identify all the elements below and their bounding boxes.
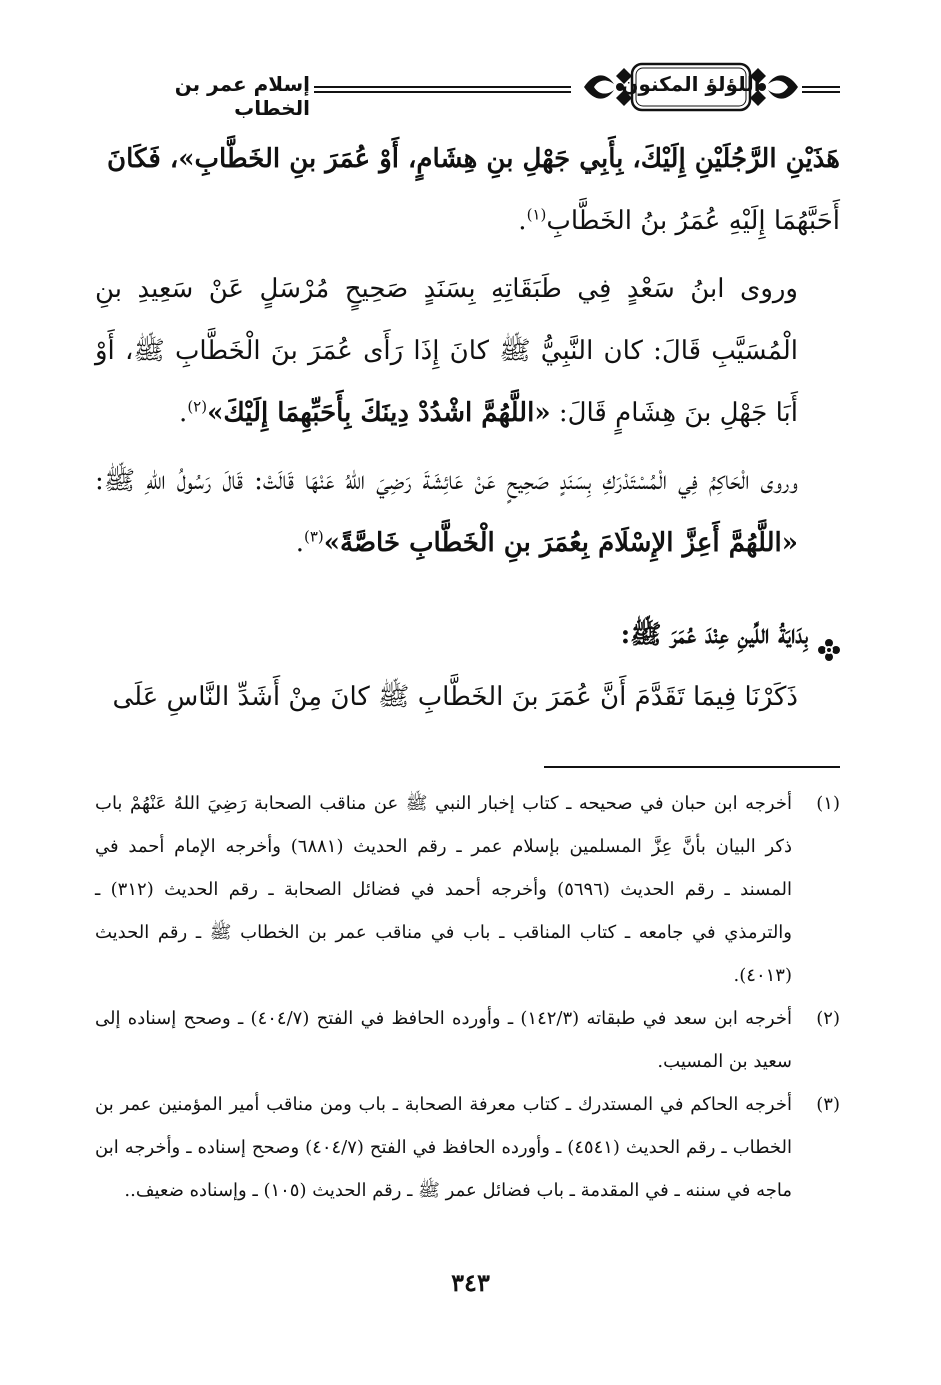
running-header <box>92 52 840 122</box>
footnote-number: (٢) <box>816 1008 840 1029</box>
footnote-ref: (١) <box>526 205 547 224</box>
footnote-separator <box>544 766 840 768</box>
footnote-number: (٣) <box>816 1094 840 1115</box>
quote: «اللَّهُمَّ أَعِزَّ الإِسْلَامَ بِعُمَرَ بنِ الْخَطَّابِ خَاصَّةً» <box>323 528 798 558</box>
flower-icon <box>818 622 840 644</box>
footnote <box>95 1083 840 1212</box>
paragraph <box>95 190 840 252</box>
header-rule <box>314 86 571 88</box>
ornamental-frame-icon <box>580 56 802 118</box>
text-run: وروى الْحَاكِمُ فِي الْمُسْتَدْرَكِ بِسَنَدٍ صَحِيحٍ عَنْ عَائِشَةَ رَضِيَ اللهُ عَنْهَا قَالَتْ: قَالَ رَسُولُ اللهِ ﷺ: <box>95 466 798 496</box>
punctuation: . <box>295 528 304 558</box>
footnotes <box>95 782 840 1212</box>
section-heading <box>95 604 840 666</box>
page-number: ٣٤٣ <box>451 1268 490 1297</box>
footnote <box>95 997 840 1083</box>
footnote-text: أخرجه ابن سعد في طبقاته (١٤٢/٣) ـ وأورده الحافظ في الفتح (٤٠٤/٧) ـ وصحح إسناده إلى سعيد بن المسيب. <box>95 1008 792 1072</box>
header-rule <box>802 91 840 93</box>
main-text <box>95 128 840 728</box>
footnote-ref: (٣) <box>303 527 324 546</box>
header-rule <box>802 86 840 88</box>
heading-text: بِدَايَةُ اللِّينِ عِنْدَ عُمَرَ ﷺ: <box>620 620 808 650</box>
footnote-number: (١) <box>816 793 840 814</box>
book-title: اللؤلؤ المكنون <box>621 72 761 96</box>
paragraph <box>95 258 840 444</box>
text-run: وروى ابنُ سَعْدٍ فِي طَبَقَاتِهِ بِسَنَدٍ صَحِيحٍ مُرْسَلٍ عَنْ سَعِيدِ بنِ الْمُسَيَّبِ قَالَ: كان النَّبِيُّ ﷺ كانَ إِذَا رَأَى عُمَرَ بنَ الْخَطَّابِ ﷺ، أَوْ أَبَا جَهْلِ بنَ هِشَامٍ قَالَ: <box>95 274 798 428</box>
text-line: أَحَبَّهُمَا إِلَيْهِ عُمَرُ بنُ الخَطَّابِ <box>546 206 840 236</box>
paragraph <box>95 450 840 574</box>
text-line: هَذَيْنِ الرَّجُلَيْنِ إِلَيْكَ، بِأَبِي جَهْلِ بنِ هِشَامٍ، أَوْ عُمَرَ بنِ الخَطَّابِ»، فَكَانَ <box>106 144 840 174</box>
footnote <box>95 782 840 997</box>
footnote-text: أخرجه الحاكم في المستدرك ـ كتاب معرفة الصحابة ـ باب ومن مناقب أمير المؤمنين عمر بن الخطاب ـ رقم الحديث (٤٥٤١) ـ وأورده الحافظ في الفتح (٤٠٤/٧) وصحح إسناده ـ وأخرجه ابن ماجه في سننه ـ في المقدمة ـ باب فضائل عمر ﷺ ـ رقم الحديث (١٠٥) ـ وإسناده ضعيف.. <box>95 1094 793 1201</box>
header-rule <box>314 91 571 93</box>
footnote-ref: (٢) <box>187 397 208 416</box>
text-run: ذَكَرْنَا فِيمَا تَقَدَّمَ أَنَّ عُمَرَ بنَ الخَطَّابِ ﷺ كانَ مِنْ أَشَدِّ النَّاسِ عَلَى <box>112 682 798 712</box>
punctuation: . <box>518 206 527 236</box>
footnote-text: أخرجه ابن حبان في صحيحه ـ كتاب إخبار النبي ﷺ عن مناقب الصحابة رَضِيَ اللهُ عَنْهُمْ باب ذكر البيان بأنَّ عِزَّ المسلمين بإسلام عمر ـ رقم الحديث (٦٨٨١) وأخرجه الإمام أحمد في المسند ـ رقم الحديث (٥٦٩٦) وأخرجه أحمد في فضائل الصحابة ـ رقم الحديث (٣١٢) ـ والترمذي في جامعه ـ كتاب المناقب ـ باب في مناقب عمر بن الخطاب ﷺ ـ رقم الحديث (٤٠١٣). <box>95 793 792 986</box>
punctuation: . <box>179 398 188 428</box>
paragraph <box>95 666 840 728</box>
quote: «اللَّهُمَّ اشْدُدْ دِينَكَ بِأَحَبِّهِمَا إِلَيْكَ» <box>207 398 551 428</box>
chapter-title: إسلام عمر بن الخطاب <box>174 72 310 120</box>
paragraph <box>95 128 840 190</box>
